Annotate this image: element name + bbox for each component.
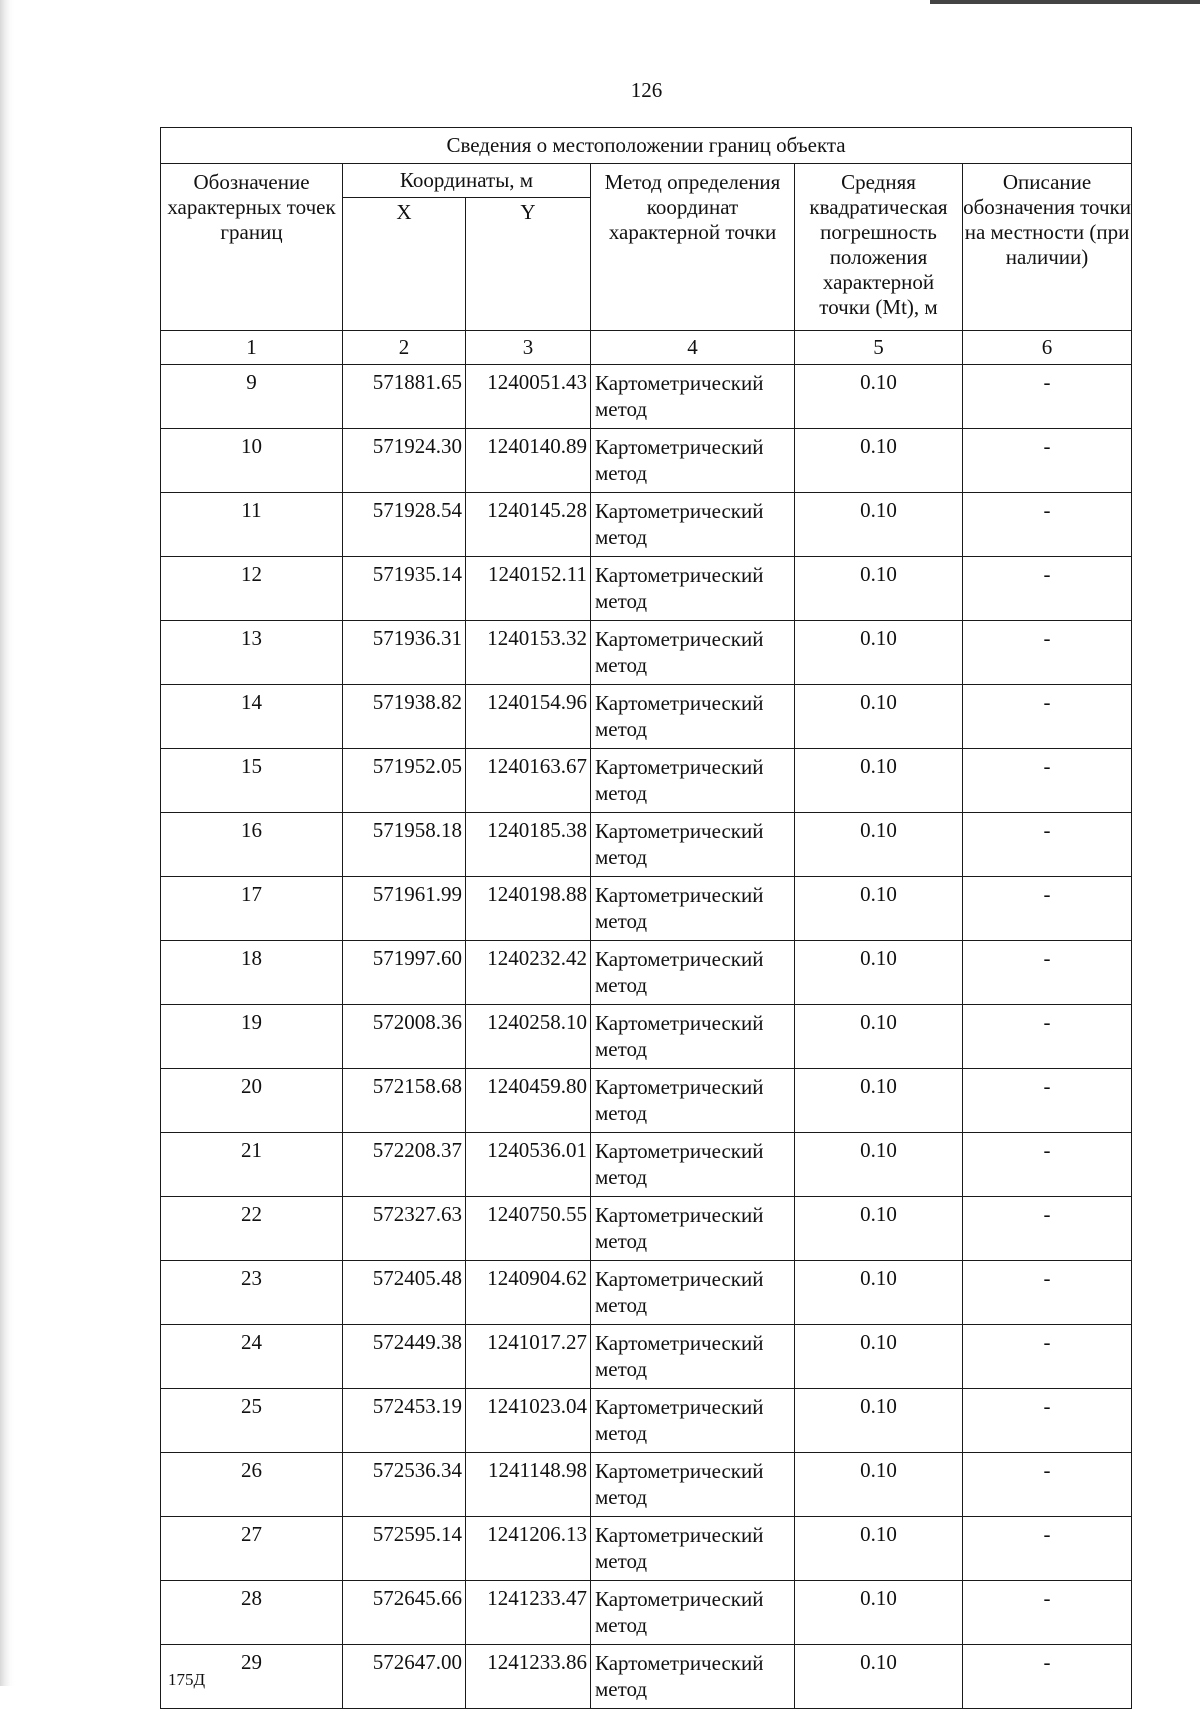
error-cell: 0.10 [795,685,963,749]
method-cell: Картометрический метод [591,429,795,493]
header-y: Y [466,198,591,331]
error-cell: 0.10 [795,621,963,685]
y-coordinate-cell: 1241206.13 [466,1517,591,1581]
header-mean-square-error: Средняя квадратическая погрешность положения характерной точки (Mt), м [795,164,963,331]
y-coordinate-cell: 1240198.88 [466,877,591,941]
table-caption-row [161,128,1132,164]
description-cell: - [963,1389,1132,1453]
scan-edge-top [930,0,1200,4]
x-coordinate-cell: 572595.14 [343,1517,466,1581]
error-cell: 0.10 [795,557,963,621]
y-coordinate-cell: 1240051.43 [466,365,591,429]
method-cell: Картометрический метод [591,1261,795,1325]
description-cell: - [963,941,1132,1005]
x-coordinate-cell: 571881.65 [343,365,466,429]
description-cell: - [963,685,1132,749]
y-coordinate-cell: 1241017.27 [466,1325,591,1389]
table-row [161,1517,1132,1581]
y-coordinate-cell: 1240153.32 [466,621,591,685]
table-row [161,557,1132,621]
method-cell: Картометрический метод [591,813,795,877]
description-cell: - [963,1645,1132,1709]
table-row [161,749,1132,813]
description-cell: - [963,365,1132,429]
column-number: 1 [161,331,343,365]
point-id-cell: 12 [161,557,343,621]
method-cell: Картометрический метод [591,1133,795,1197]
x-coordinate-cell: 571924.30 [343,429,466,493]
point-id-cell: 29 [161,1645,343,1709]
y-coordinate-cell: 1241023.04 [466,1389,591,1453]
y-coordinate-cell: 1240904.62 [466,1261,591,1325]
method-cell: Картометрический метод [591,1069,795,1133]
description-cell: - [963,621,1132,685]
error-cell: 0.10 [795,1261,963,1325]
y-coordinate-cell: 1240152.11 [466,557,591,621]
y-coordinate-cell: 1240232.42 [466,941,591,1005]
table-row [161,1197,1132,1261]
point-id-cell: 27 [161,1517,343,1581]
y-coordinate-cell: 1240536.01 [466,1133,591,1197]
table-row [161,1389,1132,1453]
x-coordinate-cell: 572327.63 [343,1197,466,1261]
header-coordinates: Координаты, м [343,164,591,198]
error-cell: 0.10 [795,813,963,877]
column-number: 2 [343,331,466,365]
point-id-cell: 23 [161,1261,343,1325]
x-coordinate-cell: 572008.36 [343,1005,466,1069]
column-number: 5 [795,331,963,365]
table-row [161,877,1132,941]
method-cell: Картометрический метод [591,749,795,813]
x-coordinate-cell: 571938.82 [343,685,466,749]
point-id-cell: 24 [161,1325,343,1389]
description-cell: - [963,429,1132,493]
point-id-cell: 28 [161,1581,343,1645]
method-cell: Картометрический метод [591,1453,795,1517]
y-coordinate-cell: 1240185.38 [466,813,591,877]
error-cell: 0.10 [795,1517,963,1581]
method-cell: Картометрический метод [591,1197,795,1261]
error-cell: 0.10 [795,1389,963,1453]
table-row [161,1325,1132,1389]
y-coordinate-cell: 1240459.80 [466,1069,591,1133]
table-row [161,941,1132,1005]
y-coordinate-cell: 1240145.28 [466,493,591,557]
point-id-cell: 10 [161,429,343,493]
description-cell: - [963,749,1132,813]
y-coordinate-cell: 1240154.96 [466,685,591,749]
error-cell: 0.10 [795,1197,963,1261]
x-coordinate-cell: 571935.14 [343,557,466,621]
description-cell: - [963,1581,1132,1645]
y-coordinate-cell: 1240163.67 [466,749,591,813]
table-row [161,1581,1132,1645]
point-id-cell: 22 [161,1197,343,1261]
x-coordinate-cell: 572449.38 [343,1325,466,1389]
method-cell: Картометрический метод [591,1005,795,1069]
x-coordinate-cell: 571997.60 [343,941,466,1005]
error-cell: 0.10 [795,1581,963,1645]
error-cell: 0.10 [795,941,963,1005]
point-id-cell: 16 [161,813,343,877]
table-caption: Сведения о местоположении границ объекта [161,128,1132,164]
page-number: 126 [630,78,663,102]
error-cell: 0.10 [795,429,963,493]
description-cell: - [963,557,1132,621]
point-id-cell: 15 [161,749,343,813]
table-row [161,1069,1132,1133]
y-coordinate-cell: 1241148.98 [466,1453,591,1517]
error-cell: 0.10 [795,1645,963,1709]
y-coordinate-cell: 1240258.10 [466,1005,591,1069]
description-cell: - [963,1261,1132,1325]
method-cell: Картометрический метод [591,1645,795,1709]
header-x: X [343,198,466,331]
header-point-description: Описание обозначения точки на местности (при наличии) [963,164,1132,331]
method-cell: Картометрический метод [591,557,795,621]
point-id-cell: 18 [161,941,343,1005]
x-coordinate-cell: 572158.68 [343,1069,466,1133]
table-row [161,493,1132,557]
table-row [161,621,1132,685]
description-cell: - [963,1453,1132,1517]
x-coordinate-cell: 572536.34 [343,1453,466,1517]
description-cell: - [963,493,1132,557]
table-row [161,813,1132,877]
point-id-cell: 17 [161,877,343,941]
table-row [161,1261,1132,1325]
x-coordinate-cell: 572647.00 [343,1645,466,1709]
method-cell: Картометрический метод [591,685,795,749]
footer-code: 175Д [168,1670,206,1689]
error-cell: 0.10 [795,1133,963,1197]
x-coordinate-cell: 571952.05 [343,749,466,813]
point-id-cell: 11 [161,493,343,557]
error-cell: 0.10 [795,1325,963,1389]
method-cell: Картометрический метод [591,365,795,429]
y-coordinate-cell: 1240750.55 [466,1197,591,1261]
scan-edge-left [0,0,14,1686]
description-cell: - [963,1325,1132,1389]
method-cell: Картометрический метод [591,493,795,557]
point-id-cell: 26 [161,1453,343,1517]
x-coordinate-cell: 572208.37 [343,1133,466,1197]
x-coordinate-cell: 571936.31 [343,621,466,685]
table-row [161,1645,1132,1709]
header-row-1 [161,164,1132,198]
point-id-cell: 25 [161,1389,343,1453]
method-cell: Картометрический метод [591,621,795,685]
table-row [161,1133,1132,1197]
table-row [161,1453,1132,1517]
description-cell: - [963,1005,1132,1069]
method-cell: Картометрический метод [591,941,795,1005]
column-number: 6 [963,331,1132,365]
point-id-cell: 19 [161,1005,343,1069]
error-cell: 0.10 [795,493,963,557]
y-coordinate-cell: 1241233.47 [466,1581,591,1645]
y-coordinate-cell: 1241233.86 [466,1645,591,1709]
error-cell: 0.10 [795,365,963,429]
column-number: 3 [466,331,591,365]
column-numbers-row [161,331,1132,365]
method-cell: Картометрический метод [591,1517,795,1581]
table-row [161,685,1132,749]
table-row [161,365,1132,429]
x-coordinate-cell: 571961.99 [343,877,466,941]
method-cell: Картометрический метод [591,1581,795,1645]
x-coordinate-cell: 572405.48 [343,1261,466,1325]
point-id-cell: 13 [161,621,343,685]
description-cell: - [963,877,1132,941]
description-cell: - [963,1517,1132,1581]
point-id-cell: 9 [161,365,343,429]
table-row [161,429,1132,493]
boundary-coordinates-table [160,127,1132,1709]
description-cell: - [963,813,1132,877]
error-cell: 0.10 [795,1069,963,1133]
error-cell: 0.10 [795,1005,963,1069]
header-point-designation: Обозначение характерных точек границ [161,164,343,331]
description-cell: - [963,1133,1132,1197]
y-coordinate-cell: 1240140.89 [466,429,591,493]
x-coordinate-cell: 571958.18 [343,813,466,877]
error-cell: 0.10 [795,877,963,941]
column-number: 4 [591,331,795,365]
x-coordinate-cell: 572453.19 [343,1389,466,1453]
x-coordinate-cell: 572645.66 [343,1581,466,1645]
point-id-cell: 14 [161,685,343,749]
error-cell: 0.10 [795,1453,963,1517]
method-cell: Картометрический метод [591,877,795,941]
method-cell: Картометрический метод [591,1389,795,1453]
description-cell: - [963,1069,1132,1133]
description-cell: - [963,1197,1132,1261]
x-coordinate-cell: 571928.54 [343,493,466,557]
method-cell: Картометрический метод [591,1325,795,1389]
point-id-cell: 20 [161,1069,343,1133]
header-method: Метод определения координат характерной точки [591,164,795,331]
table-row [161,1005,1132,1069]
error-cell: 0.10 [795,749,963,813]
point-id-cell: 21 [161,1133,343,1197]
